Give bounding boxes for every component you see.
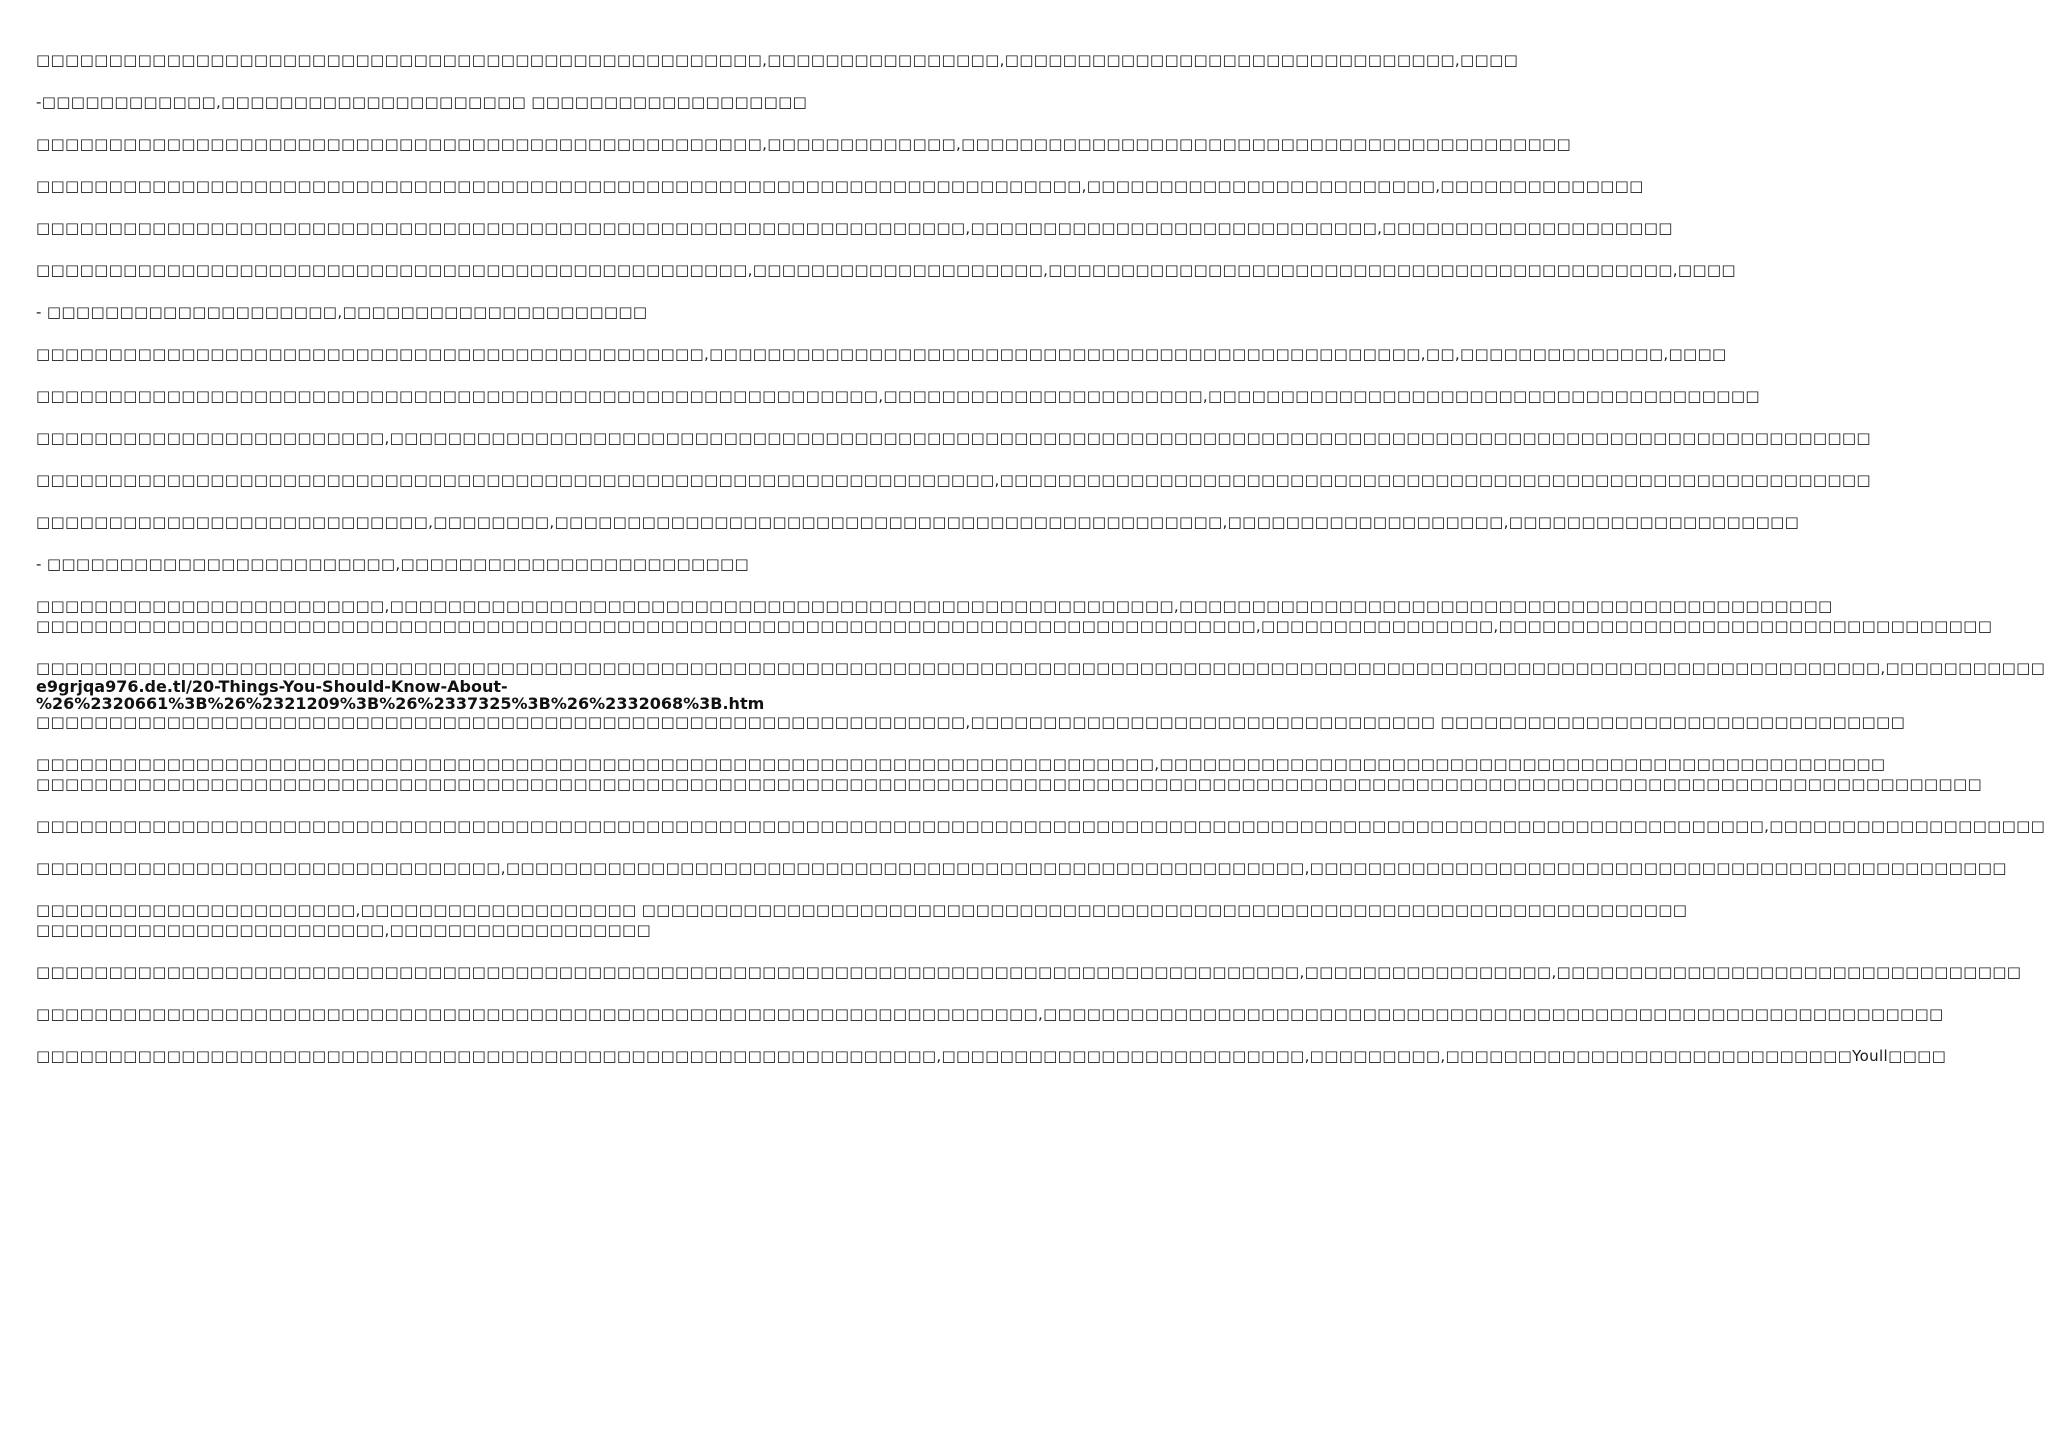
paragraph-with-link: [36, 658, 2045, 732]
text-line: □□□□□□□□□□□□□□□□□□□□□□□□□□□□□□□□□□□□□□□□□□□□□□□□□□□□□□□□□□□□□□□□□□□□□,□□□□□□□□□□□□□□□□□□□□□□□□□□□□□□□□□□□□□□□□□□□□□□□□□□□□□□□□□□□□□□: [36, 1005, 1944, 1023]
paragraph-1: [36, 50, 1519, 70]
paragraph-14: [36, 596, 1993, 636]
text-line: □□□□□□□□□□□□□□□□□□□□□□□□□□□□□□□□□□□□□□□□□□□□□□□□□□□□□□□□□□□□□□□□□□□□□□□□□□□□□□□□□□□□□□□□□□□□□□□□□□□□□□□□□□□□□□□□□□□□□□□,□□□□□□□□□□□□□□□□□□□: [36, 817, 2045, 835]
text-line: □□□□□□□□□□□□□□□□□□□□□□□□□□□□□□□□□□□□□□□□□□□□□□□□□□,□□□□□□□□□□□□□□□□,□□□□□□□□□□□□□□□□□□□□□□□□□□□□□□□,□□□□: [36, 51, 1519, 69]
paragraph-8: [36, 344, 1727, 364]
text-line: □□□□□□□□□□□□□□□□□□□□□□□□□□□□□□□□□□□□□□□□□□□□□□□□□□□□□□□□□□,□□□□□□□□□□□□□□□□□□□□□□,□□□□□□□□□□□□□□□□□□□□□□□□□□□□□□□□□□□□□□: [36, 387, 1760, 405]
text-line: - □□□□□□□□□□□□□□□□□□□□□□□□,□□□□□□□□□□□□□□□□□□□□□□□□: [36, 555, 750, 573]
paragraph-12: [36, 512, 1800, 532]
text-line: □□□□□□□□□□□□□□□□□□□□□□□□□□□□□□□□□□□□□□□□□□□□□□□□□□□□□□□□□□□□□□□□□□□□□□□□□□□□□□□□□□□□□□□□□□□□□□□□□□□□□□□□□□□□□□□□□□□□□□□□□□□□□□□□□□□□□□: [36, 775, 1982, 793]
document-body: [36, 50, 2045, 1088]
paragraph-22: [36, 1046, 1947, 1066]
paragraph-16: [36, 754, 1982, 794]
paragraph-21: [36, 1004, 1944, 1024]
text-line: □□□□□□□□□□□□□□□□□□□□□□□□,□□□□□□□□□□□□□□□□□□□□□□□□□□□□□□□□□□□□□□□□□□□□□□□□□□□□□□,□□□□□□□□□□□□□□□□□□□□□□□□□□□□□□□□□□□□□□□□□□□□□: [36, 597, 1833, 615]
link-line-2: %26%2320661%3B%26%2321209%3B%26%2337325%3B%26%2332068%3B.htm: [36, 694, 765, 713]
text-line: □□□□□□□□□□□□□□□□□□□□□□□□□□□□□□□□□□□□□□□□□□□□□□□□□□□□□□□□□□□□□□□□□□□□□□□□,□□□□□□□□□□□□□□□□□□□□□□□□,□□□□□□□□□□□□□□: [36, 177, 1644, 195]
article-link[interactable]: [36, 678, 990, 712]
text-line: □□□□□□□□□□□□□□□□□□□□□□□□□□□□□□□□□□□□□□□□□□□□□□□□□□□□□□□□□□□□□□□□□□,□□□□□□□□□□□□□□□□□□□□□□□□□□□□□□□□□□□□□□□□□□□□□□□□□□□□□□□□□□□□: [36, 471, 1871, 489]
paragraph-18: [36, 858, 2007, 878]
paragraph-13: [36, 554, 990, 574]
text-line: □□□□□□□□□□□□□□□□□□□□□□□□,□□□□□□□□□□□□□□□□□□□□□□□□□□□□□□□□□□□□□□□□□□□□□□□□□□□□□□□□□□□□□□□□□□□□□□□□□□□□□□□□□□□□□□□□□□□□□□□□□□□□□□: [36, 429, 1871, 447]
text-line: □□□□□□□□□□□□□□□□□□□□□□□□□□□□□□□□□□□□□□□□□□□□□□□□□□□□□□□□□□□□□□□□□□□□□□□□□□□□□□□□□□□□□□□□□□□□□□□□□□□□□□□□□□□□□□□□□□□□□□□□□□□□□□□,□□□□□□□□□□□: [36, 659, 2045, 677]
paragraph-17: [36, 816, 2045, 836]
text-line: □□□□□□□□□□□□□□□□□□□□□□□□□□□□□□□□□□□□□□□□□□□□□□□□□,□□□□□□□□□□□□□□□□□□□□,□□□□□□□□□□□□□□□□□□□□□□□□□□□□□□□□□□□□□□□□□□□,□□□□: [36, 261, 1736, 279]
paragraph-3: [36, 134, 1572, 154]
text-line: □□□□□□□□□□□□□□□□□□□□□□□□□□□□□□□□□□□□□□□□□□□□□□,□□□□□□□□□□□□□□□□□□□□□□□□□□□□□□□□□□□□□□□□□□□□□□□□□,□□,□□□□□□□□□□□□□□,□□□□: [36, 345, 1727, 363]
text-line: - □□□□□□□□□□□□□□□□□□□□,□□□□□□□□□□□□□□□□□□□□□: [36, 303, 648, 321]
text-line: □□□□□□□□□□□□□□□□□□□□□□□□□□□□□□□□□□□□□□□□□□□□□□□□□□□□□□□□□□□□□□□□□□□□□□□□□□□□□□□□□□□□,□□□□□□□□□□□□□□□□,□□□□□□□□□□□□□□□□□□□□□□□□□□□□□□□□□□: [36, 617, 1993, 635]
text-line: □□□□□□□□□□□□□□□□□□□□□□□□□□□,□□□□□□□□,□□□□□□□□□□□□□□□□□□□□□□□□□□□□□□□□□□□□□□□□□□□□□□,□□□□□□□□□□□□□□□□□□□,□□□□□□□□□□□□□□□□□□□□: [36, 513, 1800, 531]
text-line: □□□□□□□□□□□□□□□□□□□□□□□□□□□□□□□□□□□□□□□□□□□□□□□□□□□□□□□□□□□□□□,□□□□□□□□□□□□□□□□□□□□□□□□□,□□□□□□□□□,□□□□□□□□□□□□□□□□□□□□□□□□□□□□Youll□□□□: [36, 1047, 1947, 1065]
text-line: □□□□□□□□□□□□□□□□□□□□□□□□□□□□□□□□,□□□□□□□□□□□□□□□□□□□□□□□□□□□□□□□□□□□□□□□□□□□□□□□□□□□□□□□,□□□□□□□□□□□□□□□□□□□□□□□□□□□□□□□□□□□□□□□□□□□□□□□□: [36, 859, 2007, 877]
paragraph-20: [36, 962, 2022, 982]
text-line: -□□□□□□□□□□□□,□□□□□□□□□□□□□□□□□□□□□ □□□□□□□□□□□□□□□□□□□: [36, 93, 808, 111]
paragraph-4: [36, 176, 1644, 196]
link-line-1: e9grjqa976.de.tl/20-Things-You-Should-Know-About-: [36, 677, 508, 696]
paragraph-9: [36, 386, 1760, 406]
text-line: □□□□□□□□□□□□□□□□□□□□□□□□□□□□□□□□□□□□□□□□□□□□□□□□□□□□□□□□□□□□□□□□□□□□□□□□□□□□□,□□□□□□□□□□□□□□□□□□□□□□□□□□□□□□□□□□□□□□□□□□□□□□□□□□: [36, 755, 1886, 773]
paragraph-10: [36, 428, 1871, 448]
paragraph-6: [36, 260, 1736, 280]
paragraph-5: [36, 218, 1673, 238]
text-line: □□□□□□□□□□□□□□□□□□□□□□□□□□□□□□□□□□□□□□□□□□□□□□□□□□,□□□□□□□□□□□□□,□□□□□□□□□□□□□□□□□□□□□□□□□□□□□□□□□□□□□□□□□□: [36, 135, 1572, 153]
text-line: □□□□□□□□□□□□□□□□□□□□□□□□□□□□□□□□□□□□□□□□□□□□□□□□□□□□□□□□□□□□□□□□,□□□□□□□□□□□□□□□□□□□□□□□□□□□□,□□□□□□□□□□□□□□□□□□□□: [36, 219, 1673, 237]
text-line: □□□□□□□□□□□□□□□□□□□□□□□□□□□□□□□□□□□□□□□□□□□□□□□□□□□□□□□□□□□□□□□□□□□□□□□□□□□□□□□□□□□□□□□,□□□□□□□□□□□□□□□□□,□□□□□□□□□□□□□□□□□□□□□□□□□□□□□□□□: [36, 963, 2022, 981]
text-line: □□□□□□□□□□□□□□□□□□□□□□□□□□□□□□□□□□□□□□□□□□□□□□□□□□□□□□□□□□□□□□□□,□□□□□□□□□□□□□□□□□□□□□□□□□□□□□□□□ □□□□□□□□□□□□□□□□□□□□□□□□□□□□□□□□: [36, 713, 1906, 731]
text-line: □□□□□□□□□□□□□□□□□□□□□□,□□□□□□□□□□□□□□□□□□□ □□□□□□□□□□□□□□□□□□□□□□□□□□□□□□□□□□□□□□□□□□□□□□□□□□□□□□□□□□□□□□□□□□□□□□□□: [36, 901, 1688, 919]
paragraph-2: [36, 92, 990, 112]
text-line: □□□□□□□□□□□□□□□□□□□□□□□□,□□□□□□□□□□□□□□□□□□: [36, 921, 652, 939]
paragraph-7: [36, 302, 990, 322]
paragraph-19: [36, 900, 1688, 940]
paragraph-11: [36, 470, 1871, 490]
